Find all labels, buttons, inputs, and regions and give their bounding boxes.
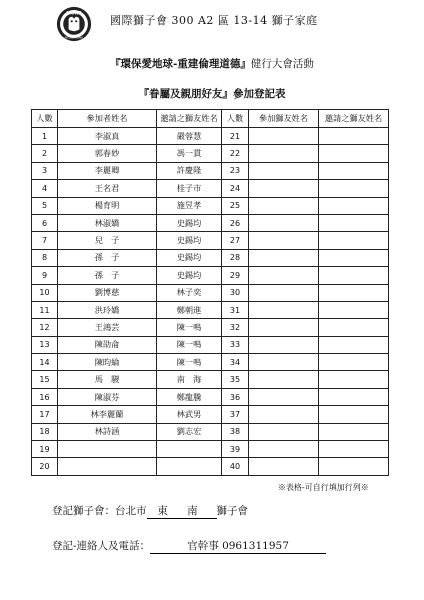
event-title	[0, 56, 424, 71]
row-count-left: 8	[32, 249, 58, 266]
row-count-left: 1	[32, 128, 58, 145]
row-count-left: 12	[32, 319, 58, 336]
inviter-name-cell-right[interactable]	[319, 128, 389, 145]
row-count-left: 5	[32, 197, 58, 214]
row-count-left: 7	[32, 232, 58, 249]
inviter-name-cell-right[interactable]	[319, 162, 389, 179]
participant-name-cell[interactable]: 孫 子	[58, 249, 157, 266]
participant-name-cell[interactable]: 陳劭侖	[58, 336, 157, 353]
row-count-right: 29	[222, 267, 249, 284]
row-count-right: 24	[222, 180, 249, 197]
row-count-left: 20	[32, 458, 58, 475]
participant-name-cell[interactable]: 洪玲嬌	[58, 301, 157, 318]
inviter-name-cell-left[interactable]: 施昱孝	[157, 197, 222, 214]
lion-participant-name-cell[interactable]	[249, 232, 319, 249]
table-row	[32, 249, 389, 266]
org-title: 國際獅子會 300 A2 區 13-14 獅子家庭	[110, 14, 318, 27]
participant-name-cell[interactable]: 林詩涵	[58, 423, 157, 440]
inviter-name-cell-right[interactable]	[319, 371, 389, 388]
row-count-right: 34	[222, 354, 249, 371]
lion-participant-name-cell[interactable]	[249, 354, 319, 371]
header-inviter-name-left: 邀請之獅友姓名	[157, 110, 222, 128]
contact-label: 登記-連絡人及電話：	[52, 540, 151, 552]
inviter-name-cell-right[interactable]	[319, 197, 389, 214]
inviter-name-cell-left[interactable]: 南 海	[157, 371, 222, 388]
row-count-left: 13	[32, 336, 58, 353]
inviter-name-cell-right[interactable]	[319, 267, 389, 284]
table-row	[32, 354, 389, 371]
event-title-bold: 『環保愛地球-重建倫理道德』	[110, 58, 251, 70]
lion-participant-name-cell[interactable]	[249, 128, 319, 145]
inviter-name-cell-left[interactable]: 桂子市	[157, 180, 222, 197]
row-count-left: 17	[32, 406, 58, 423]
table-row	[32, 232, 389, 249]
inviter-name-cell-left[interactable]: 馮一貫	[157, 145, 222, 162]
inviter-name-cell-right[interactable]	[319, 336, 389, 353]
form-title: 『眷屬及親朋好友』參加登記表	[138, 88, 286, 100]
participant-name-cell[interactable]	[58, 458, 157, 475]
lion-participant-name-cell[interactable]	[249, 388, 319, 405]
header-count-left: 人數	[32, 110, 58, 128]
row-count-left: 11	[32, 301, 58, 318]
table-row	[32, 145, 389, 162]
participant-name-cell[interactable]: 王名君	[58, 180, 157, 197]
lion-participant-name-cell[interactable]	[249, 319, 319, 336]
lion-participant-name-cell[interactable]	[249, 301, 319, 318]
participant-name-cell[interactable]: 林李麗蘭	[58, 406, 157, 423]
registration-table	[31, 109, 389, 476]
participant-name-cell[interactable]: 兒 子	[58, 232, 157, 249]
row-count-right: 36	[222, 388, 249, 405]
inviter-name-cell-left[interactable]: 史錫均	[157, 214, 222, 231]
contact-line	[52, 538, 326, 554]
table-body	[32, 128, 389, 476]
lion-participant-name-cell[interactable]	[249, 423, 319, 440]
inviter-name-cell-right[interactable]	[319, 441, 389, 458]
lion-participant-name-cell[interactable]	[249, 371, 319, 388]
logo-text-top: LIONS	[66, 11, 82, 17]
participant-name-cell[interactable]	[58, 441, 157, 458]
club-label: 登記獅子會：台北市	[52, 505, 147, 517]
lion-participant-name-cell[interactable]	[249, 180, 319, 197]
table-row	[32, 197, 389, 214]
inviter-name-cell-left[interactable]: 史錫均	[157, 249, 222, 266]
row-count-left: 14	[32, 354, 58, 371]
inviter-name-cell-left[interactable]: 嚴蓉慧	[157, 128, 222, 145]
table-row	[32, 319, 389, 336]
participant-name-cell[interactable]: 李淑真	[58, 128, 157, 145]
table-row	[32, 301, 389, 318]
row-count-right: 30	[222, 284, 249, 301]
header	[0, 0, 424, 48]
inviter-name-cell-right[interactable]	[319, 319, 389, 336]
row-count-right: 31	[222, 301, 249, 318]
club-name-field[interactable]: 東 南	[147, 503, 217, 519]
participant-name-cell[interactable]: 林淑嬌	[58, 214, 157, 231]
row-count-right: 27	[222, 232, 249, 249]
event-title-rest: 健行大會活動	[250, 58, 314, 70]
header-inviter-name-right: 邀請之獅友姓名	[319, 110, 389, 128]
table-row	[32, 162, 389, 179]
participant-name-cell[interactable]: 陳昀綸	[58, 354, 157, 371]
contact-field[interactable]: 官幹事 0961311957	[150, 538, 326, 554]
row-count-left: 15	[32, 371, 58, 388]
row-count-left: 9	[32, 267, 58, 284]
row-count-right: 28	[222, 249, 249, 266]
inviter-name-cell-left[interactable]: 史錫均	[157, 267, 222, 284]
lion-participant-name-cell[interactable]	[249, 284, 319, 301]
lion-participant-name-cell[interactable]	[249, 406, 319, 423]
lion-participant-name-cell[interactable]	[249, 267, 319, 284]
lion-participant-name-cell[interactable]	[249, 458, 319, 475]
lion-participant-name-cell[interactable]	[249, 145, 319, 162]
inviter-name-cell-left[interactable]: 林武男	[157, 406, 222, 423]
participant-name-cell[interactable]: 楊育明	[58, 197, 157, 214]
row-count-right: 21	[222, 128, 249, 145]
inviter-name-cell-right[interactable]	[319, 423, 389, 440]
table-row	[32, 423, 389, 440]
table-row	[32, 180, 389, 197]
row-count-right: 40	[222, 458, 249, 475]
inviter-name-cell-left[interactable]: 劉志宏	[157, 423, 222, 440]
table-row	[32, 214, 389, 231]
table-note: ※表格-可自行填加行列※	[278, 483, 369, 492]
inviter-name-cell-right[interactable]	[319, 301, 389, 318]
logo-text-bottom: INTERNATIONAL	[64, 36, 84, 40]
participant-name-cell[interactable]: 陳淑芬	[58, 388, 157, 405]
row-count-left: 2	[32, 145, 58, 162]
inviter-name-cell-right[interactable]	[319, 180, 389, 197]
row-count-left: 3	[32, 162, 58, 179]
row-count-right: 23	[222, 162, 249, 179]
row-count-left: 19	[32, 441, 58, 458]
inviter-name-cell-right[interactable]	[319, 145, 389, 162]
row-count-right: 32	[222, 319, 249, 336]
lion-participant-name-cell[interactable]	[249, 214, 319, 231]
header-lion-participant-name: 參加獅友姓名	[249, 110, 319, 128]
lions-logo-icon	[56, 6, 92, 42]
row-count-right: 39	[222, 441, 249, 458]
table-row	[32, 336, 389, 353]
inviter-name-cell-right[interactable]	[319, 458, 389, 475]
inviter-name-cell-left[interactable]: 陳一鳴	[157, 336, 222, 353]
inviter-name-cell-right[interactable]	[319, 249, 389, 266]
lion-participant-name-cell[interactable]	[249, 162, 319, 179]
row-count-right: 22	[222, 145, 249, 162]
club-suffix: 獅子會	[216, 505, 248, 517]
header-participant-name: 參加者姓名	[58, 110, 157, 128]
participant-name-cell[interactable]: 劉博慈	[58, 284, 157, 301]
club-registration-line	[52, 503, 248, 519]
inviter-name-cell-left[interactable]	[157, 458, 222, 475]
inviter-name-cell-right[interactable]	[319, 284, 389, 301]
table-row	[32, 441, 389, 458]
row-count-right: 33	[222, 336, 249, 353]
table-row	[32, 267, 389, 284]
row-count-left: 16	[32, 388, 58, 405]
table-row	[32, 371, 389, 388]
participant-name-cell[interactable]: 李麗卿	[58, 162, 157, 179]
inviter-name-cell-left[interactable]: 史錫均	[157, 232, 222, 249]
row-count-left: 18	[32, 423, 58, 440]
row-count-right: 38	[222, 423, 249, 440]
row-count-right: 35	[222, 371, 249, 388]
inviter-name-cell-right[interactable]	[319, 354, 389, 371]
row-count-left: 6	[32, 214, 58, 231]
inviter-name-cell-left[interactable]: 鄭朝進	[157, 301, 222, 318]
inviter-name-cell-right[interactable]	[319, 232, 389, 249]
inviter-name-cell-left[interactable]: 許慶隆	[157, 162, 222, 179]
row-count-right: 37	[222, 406, 249, 423]
table-row	[32, 128, 389, 145]
table-row	[32, 458, 389, 475]
lion-participant-name-cell[interactable]	[249, 336, 319, 353]
inviter-name-cell-left[interactable]: 林子奕	[157, 284, 222, 301]
inviter-name-cell-left[interactable]: 鄭龍騰	[157, 388, 222, 405]
lion-participant-name-cell[interactable]	[249, 249, 319, 266]
row-count-left: 10	[32, 284, 58, 301]
lion-participant-name-cell[interactable]	[249, 197, 319, 214]
participant-name-cell[interactable]: 郭春妙	[58, 145, 157, 162]
participant-name-cell[interactable]: 王鴻芸	[58, 319, 157, 336]
inviter-name-cell-left[interactable]: 陳一鳴	[157, 319, 222, 336]
table-header-row	[32, 110, 389, 128]
table-row	[32, 284, 389, 301]
inviter-name-cell-right[interactable]	[319, 406, 389, 423]
row-count-right: 26	[222, 214, 249, 231]
row-count-left: 4	[32, 180, 58, 197]
inviter-name-cell-left[interactable]	[157, 441, 222, 458]
table-row	[32, 388, 389, 405]
participant-name-cell[interactable]: 孫 子	[58, 267, 157, 284]
inviter-name-cell-right[interactable]	[319, 388, 389, 405]
row-count-right: 25	[222, 197, 249, 214]
inviter-name-cell-left[interactable]: 陳一鳴	[157, 354, 222, 371]
header-count-right: 人數	[222, 110, 249, 128]
inviter-name-cell-right[interactable]	[319, 214, 389, 231]
table-row	[32, 406, 389, 423]
participant-name-cell[interactable]: 馬 騣	[58, 371, 157, 388]
lion-participant-name-cell[interactable]	[249, 441, 319, 458]
